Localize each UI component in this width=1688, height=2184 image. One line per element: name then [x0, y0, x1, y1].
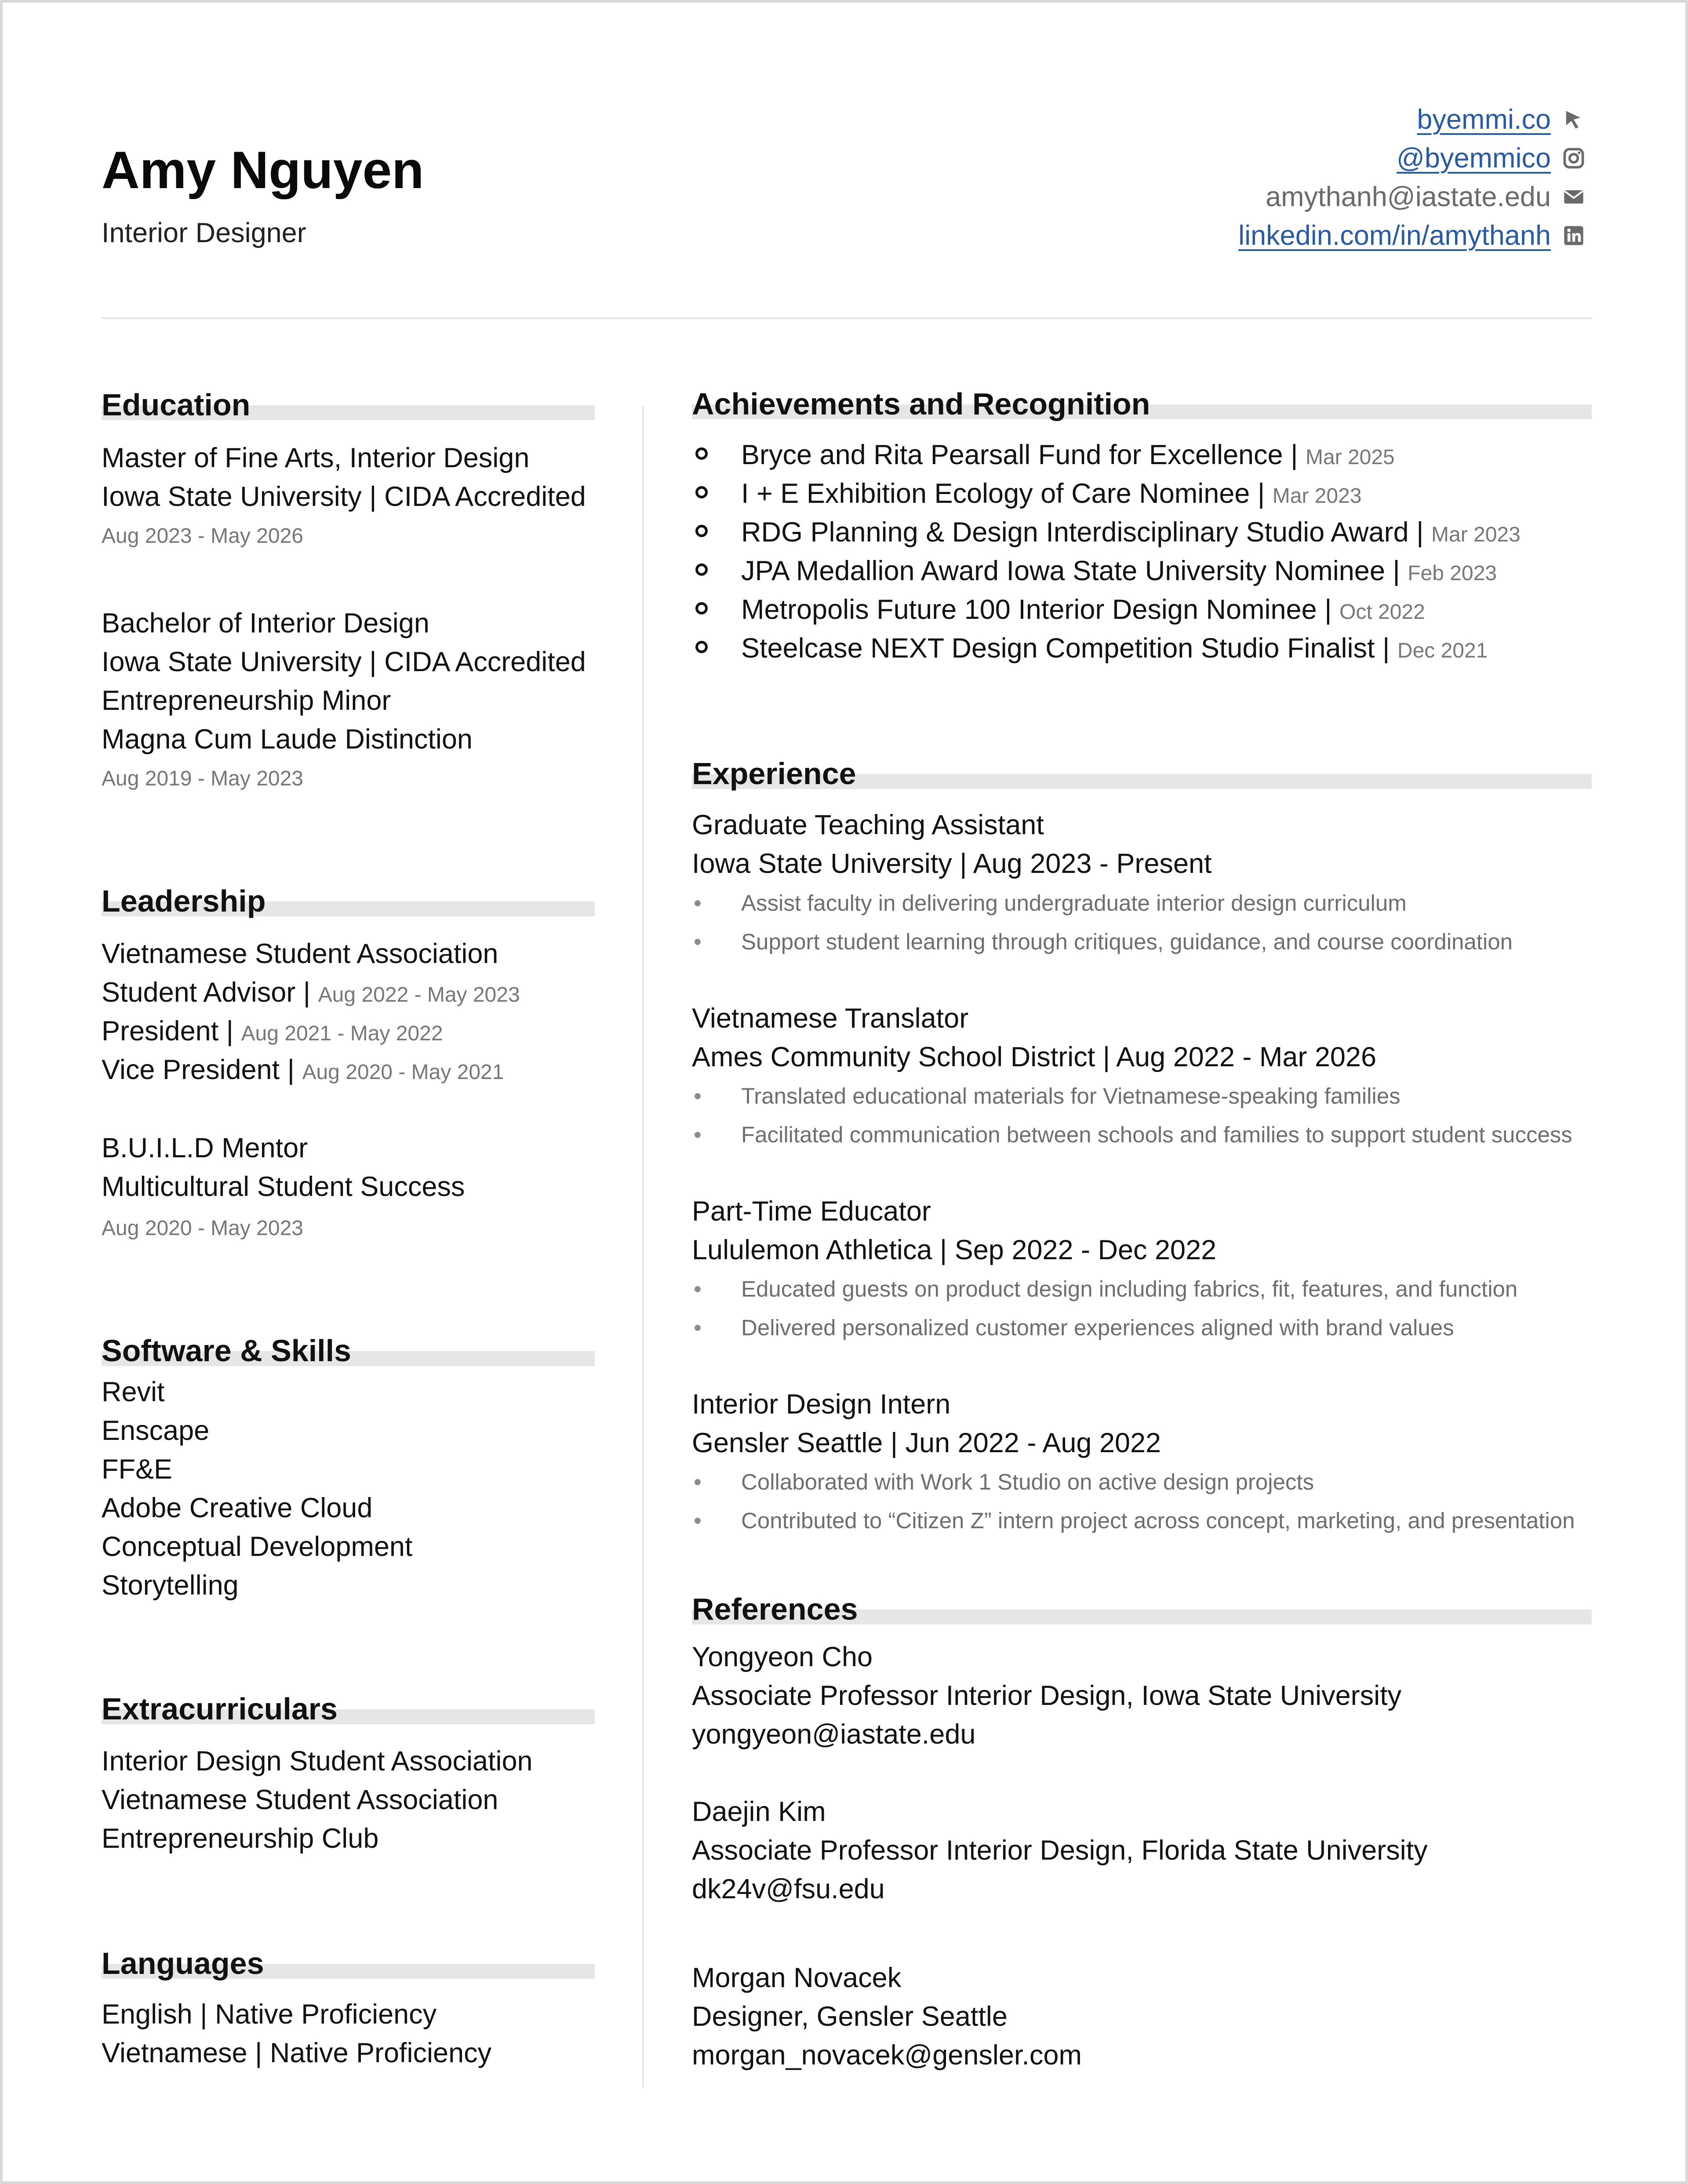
role-dates: Aug 2022 - May 2023 — [318, 983, 520, 1007]
vsa-org: Vietnamese Student Association — [102, 938, 498, 969]
reference-name: Morgan Novacek — [692, 1962, 902, 1993]
instagram-link[interactable]: @byemmico — [1396, 143, 1551, 174]
email-text: amythanh@iastate.edu — [1266, 182, 1551, 212]
achievement-text: RDG Planning & Design Interdisciplinary Studio Award — [741, 517, 1409, 548]
reference-email: yongyeon@iastate.edu — [692, 1719, 976, 1750]
reference-name: Yongyeon Cho — [692, 1642, 873, 1672]
extracurriculars-heading — [102, 1693, 595, 1724]
website-link[interactable]: byemmi.co — [1417, 104, 1551, 135]
skills-title: Software & Skills — [102, 1334, 351, 1368]
job-position: Vietnamese Translator — [692, 1003, 969, 1034]
role-dates: Aug 2020 - May 2021 — [302, 1061, 504, 1084]
achievements-title: Achievements and Recognition — [692, 387, 1150, 421]
skill-item: Adobe Creative Cloud — [102, 1493, 373, 1523]
bullet-text: Delivered personalized customer experiences aligned with brand values — [741, 1315, 1454, 1340]
experience-title: Experience — [692, 756, 856, 791]
circle-bullet-icon — [695, 602, 708, 614]
achievement-text: JPA Medallion Award Iowa State University Nominee — [741, 556, 1385, 586]
role-title: Vice President — [102, 1054, 280, 1085]
build-dates: Aug 2020 - May 2023 — [102, 1217, 303, 1240]
resume-title: Interior Designer — [102, 218, 306, 248]
achievement-date: Oct 2022 — [1339, 600, 1425, 624]
skill-item: Revit — [102, 1377, 165, 1407]
skills-heading — [102, 1335, 595, 1366]
role-dates: Aug 2021 - May 2022 — [241, 1022, 443, 1045]
achievement-text: Bryce and Rita Pearsall Fund for Excellence — [741, 440, 1283, 470]
right-column: Achievements and Recognition Bryce and Rita Pearsall Fund for Excellence | Mar 2025 I + E Exhibition Ecology of Care Nominee | Mar 2023 RDG Planning & Design Interdisciplinary Studio Award | Mar 2023 JPA Medallion Award Iowa State University Nominee | Feb 2023 Metropolis Future 100 Interior Design Nominee | Oct 2022 Steelcase NEXT Design Competition Studio Finalist | Dec 2021 Experience Graduate Teaching Assistant Iowa State University | Aug 2023 - Present • Assist faculty in delivering undergraduate interior design curriculum • Support student learning through critiques, guidance, and course coordination Vietnamese Translator Ames Community School District | Aug 2022 - Mar 2026 • Translated educational materials for Vietnamese-speaking families • Facilitated communication between schools and families to support student success Part-Time Educator Lululemon Athletica | Sep 2022 - Dec 2022 • Educated guests on product design including fabrics, fit, features, and function • Delivered personalized customer experiences aligned with brand values Interior Design Intern Gensler Seattle | Jun 2022 - Aug 2022 • Collaborated with Work 1 Studio on active design projects • Contributed to “Citizen Z” intern project across concept, marketing, and presentation References Yongyeon Cho Associate Professor Interior Design, Iowa State University yongyeon@iastate.edu Daejin Kim Associate Professor Interior Design, Florida State University dk24v@fsu.edu Morgan Novacek Designer, Gensler Seattle morgan_novacek@gensler.com — [692, 3, 1592, 2184]
build-sub: Multicultural Student Success — [102, 1171, 465, 1202]
achievement-date: Mar 2023 — [1272, 484, 1362, 508]
bullet-text: Contributed to “Citizen Z” intern project across concept, marketing, and presentation — [741, 1508, 1575, 1533]
language-item: English | Native Proficiency — [102, 1999, 437, 2030]
extracurricular-item: Vietnamese Student Association — [102, 1784, 498, 1815]
bullet-text: Support student learning through critiques, guidance, and course coordination — [741, 929, 1513, 954]
references-title: References — [692, 1592, 858, 1626]
education-heading — [102, 389, 595, 420]
languages-heading — [102, 1948, 595, 1979]
job-org: Gensler Seattle | Jun 2022 - Aug 2022 — [692, 1428, 1161, 1458]
leadership-heading — [102, 886, 595, 916]
experience-heading — [692, 758, 1592, 789]
circle-bullet-icon — [695, 641, 708, 653]
achievement-date: Mar 2023 — [1431, 523, 1521, 546]
mfa-school: Iowa State University | CIDA Accredited — [102, 481, 586, 512]
reference-email: morgan_novacek@gensler.com — [692, 2040, 1082, 2071]
resume-name: Amy Nguyen — [102, 141, 424, 200]
leadership-title: Leadership — [102, 884, 266, 918]
build-org: B.U.I.L.D Mentor — [102, 1133, 308, 1163]
circle-bullet-icon — [695, 525, 708, 537]
education-title: Education — [102, 388, 251, 422]
skill-item: FF&E — [102, 1454, 173, 1485]
reference-position: Associate Professor Interior Design, Iowa State University — [692, 1680, 1402, 1711]
extracurricular-item: Interior Design Student Association — [102, 1746, 533, 1777]
circle-bullet-icon — [695, 486, 708, 498]
achievement-text: I + E Exhibition Ecology of Care Nominee — [741, 478, 1250, 509]
role-title: Student Advisor — [102, 977, 296, 1008]
linkedin-link[interactable]: linkedin.com/in/amythanh — [1238, 220, 1551, 251]
languages-title: Languages — [102, 1946, 264, 1980]
achievement-text: Metropolis Future 100 Interior Design Nominee — [741, 594, 1317, 625]
reference-position: Associate Professor Interior Design, Florida State University — [692, 1835, 1428, 1866]
achievement-date: Feb 2023 — [1408, 562, 1497, 585]
mfa-dates: Aug 2023 - May 2026 — [102, 524, 303, 548]
column-divider — [642, 406, 644, 2087]
achievement-date: Dec 2021 — [1397, 639, 1488, 662]
reference-name: Daejin Kim — [692, 1796, 826, 1827]
achievement-text: Steelcase NEXT Design Competition Studio Finalist — [741, 633, 1375, 664]
bid-minor: Entrepreneurship Minor — [102, 685, 391, 716]
left-column — [102, 3, 595, 2184]
job-position: Graduate Teaching Assistant — [692, 810, 1044, 840]
bullet-text: Translated educational materials for Vietnamese-speaking families — [741, 1083, 1401, 1108]
mfa-degree: Master of Fine Arts, Interior Design — [102, 443, 530, 473]
bid-school: Iowa State University | CIDA Accredited — [102, 647, 586, 677]
achievements-heading — [692, 389, 1592, 419]
job-org: Iowa State University | Aug 2023 - Present — [692, 848, 1212, 879]
skill-item: Enscape — [102, 1415, 210, 1446]
skill-item: Conceptual Development — [102, 1531, 413, 1562]
bid-dates: Aug 2019 - May 2023 — [102, 767, 303, 790]
vsa-role: President | Aug 2021 - May 2022 — [102, 1016, 443, 1047]
references-heading — [692, 1594, 1592, 1624]
reference-email: dk24v@fsu.edu — [692, 1874, 885, 1904]
circle-bullet-icon — [695, 563, 708, 576]
bid-degree: Bachelor of Interior Design — [102, 608, 429, 639]
job-org: Lululemon Athletica | Sep 2022 - Dec 2022 — [692, 1235, 1217, 1265]
role-title: President — [102, 1016, 219, 1047]
bullet-text: Assist faculty in delivering undergraduate interior design curriculum — [741, 890, 1407, 916]
vsa-role: Student Advisor | Aug 2022 - May 2023 — [102, 977, 520, 1008]
vsa-role: Vice President | Aug 2020 - May 2021 — [102, 1054, 504, 1085]
job-org: Ames Community School District | Aug 2022 - Mar 2026 — [692, 1042, 1377, 1072]
bullet-text: Educated guests on product design including fabrics, fit, features, and function — [741, 1276, 1518, 1301]
circle-bullet-icon — [695, 447, 708, 460]
bullet-text: Facilitated communication between schools and families to support student success — [741, 1122, 1572, 1147]
reference-position: Designer, Gensler Seattle — [692, 2001, 1008, 2032]
bid-distinction: Magna Cum Laude Distinction — [102, 724, 473, 755]
language-item: Vietnamese | Native Proficiency — [102, 2038, 492, 2068]
extracurriculars-title: Extracurriculars — [102, 1692, 338, 1726]
skill-item: Storytelling — [102, 1570, 239, 1601]
job-position: Part-Time Educator — [692, 1196, 931, 1227]
job-position: Interior Design Intern — [692, 1389, 951, 1420]
extracurricular-item: Entrepreneurship Club — [102, 1823, 379, 1854]
achievement-date: Mar 2025 — [1305, 446, 1395, 469]
bullet-text: Collaborated with Work 1 Studio on active design projects — [741, 1469, 1314, 1494]
